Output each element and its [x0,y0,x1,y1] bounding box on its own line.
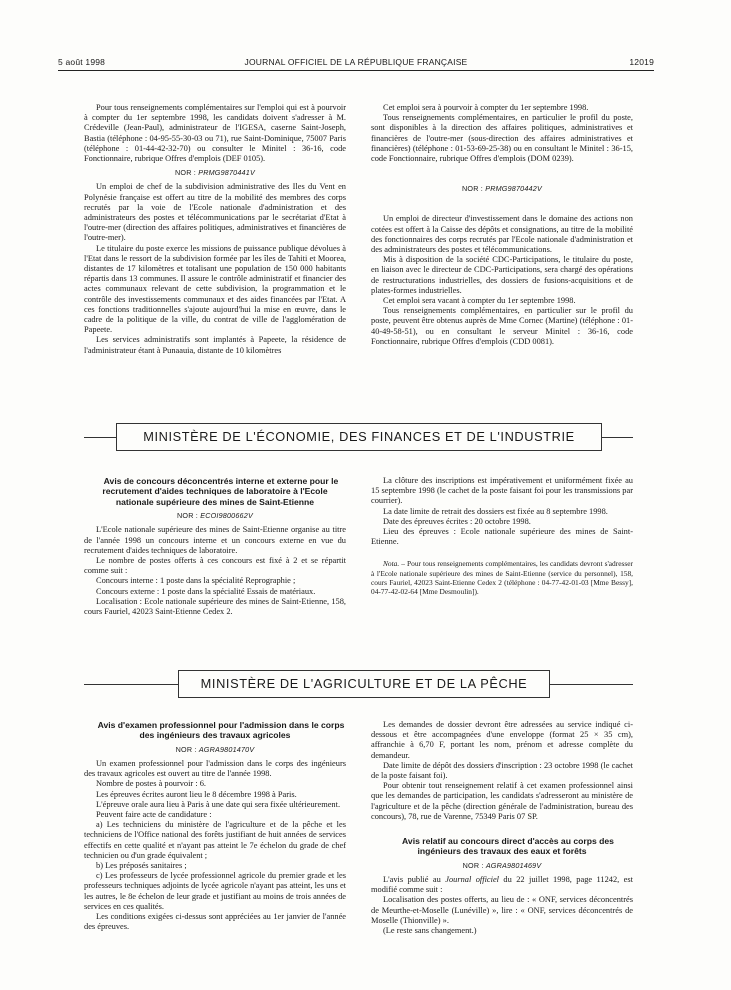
ministry-rule-left [84,684,178,685]
paragraph: Cet emploi sera vacant à compter du 1er septembre 1998. [383,296,576,306]
paragraph: Tous renseignements complémentaires, en particulier le profil du poste, sont disponibles à la direction des affaires politiques, administratives et financières de l'outre-mer (sous-direction des affaires administratives et financières) (téléphone : 01-53-69-25-38) ou en consultant le Minitel : 36-15, code Fonctionnaire, rubrique Offres d'emplois (DOM 0239). [371,113,633,164]
paragraph: Les épreuves écrites auront lieu le 8 décembre 1998 à Paris. [96,789,297,799]
nor-reference: NOR : AGRA9801470V [175,744,255,754]
paragraph: Mis à disposition de la société CDC-Participations, le titulaire du poste, en liaison avec le directeur de CDC-Participations, sera chargé des opérations de restructurations industrielles, des dossiers de fusions-acquisitions et de plates-formes industrielles. [371,255,633,295]
paragraph: Les services administratifs sont implantés à Papeete, la résidence de l'administrateur étant à Punaauia, distante de 10 kilomètres [84,335,346,355]
ministry-rule-right [602,437,633,438]
paragraph: Localisation des postes offerts, au lieu de : « ONF, services déconcentrés de Meurthe-et-Moselle (Lunéville) », lire : « ONF, services déconcentrés de Moselle (Thionville) ». [371,895,633,925]
mid-right-column [371,476,633,597]
paragraph: Nombre de postes à pourvoir : 6. [96,779,207,789]
paragraph: a) Les techniciens du ministère de l'agriculture et de la pêche et les techniciens de l'Office national des forêts justifiant de huit années de services effectifs en cette qualité et n'ayant pas atteint le 7e échelon du grade de chef technicien ou d'un grade équivalent ; [84,820,346,860]
paragraph: Date des épreuves écrites : 20 octobre 1998. [383,516,531,526]
paragraph: Tous renseignements complémentaires, en particulier sur le profil du poste, peuvent être obtenus auprès de Mme Cornec (Martine) (téléphone : 01-40-49-58-51), ou en consultant le serveur Minitel : 36-16, code Fonctionnaire, rubrique Offres d'emplois (CDD 0081). [371,306,633,346]
header-page-number: 12019 [629,57,654,67]
paragraph: Localisation : Ecole nationale supérieure des mines de Saint-Etienne, 158, cours Fauriel, 42023 Saint-Etienne Cedex 2. [84,596,346,617]
header-journal-title: JOURNAL OFFICIEL DE LA RÉPUBLIQUE FRANÇAISE [244,57,468,67]
paragraph: La date limite de retrait des dossiers est fixée au 8 septembre 1998. [383,506,608,516]
paragraph: Un emploi de chef de la subdivision administrative des Iles du Vent en Polynésie française est offert au titre de la mobilité des membres des corps recrutés par la voie de l'Ecole nationale d'administration et des administrateurs des postes et télécommunications par le secrétariat d'Etat à l'outre-mer (direction des affaires politiques, administratives et financières de l'outre-mer). [84,182,346,243]
page-header [58,57,654,71]
nor-reference: NOR : ECOI9800662V [177,511,253,521]
nota-note: Nota. – Pour tous renseignements complémentaires, les candidats devront s'adresser à l'Ecole nationale supérieure des mines de Saint-Etienne (service du personnel), 158, cours Fauriel, 42023 Saint-Etienne Cedex 2 (téléphone : 04-77-42-01-03 [Mme Bessy], 04-77-42-02-64 [Mme Desmoulin]). [371,559,633,597]
top-left-column [84,103,346,356]
paragraph: Le nombre de postes offerts à ces concours est fixé à 2 et se répartit comme suit : [84,556,346,576]
ministry-heading-agriculture: MINISTÈRE DE L'AGRICULTURE ET DE LA PÊCHE [178,670,550,698]
paragraph: Un examen professionnel pour l'admission dans le corps des ingénieurs des travaux agricoles est ouvert au titre de l'année 1998. [84,759,346,779]
paragraph: Date limite de dépôt des dossiers d'inscription : 23 octobre 1998 (le cachet de la poste faisant foi). [371,760,633,781]
paragraph: La clôture des inscriptions est impérativement et uniformément fixée au 15 septembre 1998 (le cachet de la poste faisant foi pour les transmissions par courrier). [371,476,633,506]
notice-title: Avis d'examen professionnel pour l'admission dans le corps des ingénieurs des travaux agricoles [97,720,345,741]
nor-code: ECOI9800662V [200,511,253,521]
paragraph: L'Ecole nationale supérieure des mines de Saint-Etienne organise au titre de l'année 1998 un concours interne et un concours externe en vue du recrutement d'aides techniques de laboratoire. [84,525,346,555]
header-date: 5 août 1998 [58,57,106,67]
nor-reference: NOR : PRMG9870441V [175,168,255,178]
paragraph: Lieu des épreuves : Ecole nationale supérieure des mines de Saint-Etienne. [371,527,633,547]
nor-reference: NOR : PRMG9870442V [462,184,542,194]
paragraph: Le titulaire du poste exerce les missions de puissance publique dévolues à l'Etat dans le ressort de la subdivision formée par les îles de Tahiti et Moorea, distantes de 17 kilomètres et totalisant une population de 150 000 habitants répartis dans 13 communes. Il assure le contrôle administratif et financier des actes communaux relevant de cette subdivision, la programmation et le contrôle des investissements communaux et des aides financées par l'Etat. A ces fonctions traditionnelles s'ajoute aujourd'hui la mise en œuvre, dans le cadre de la politique de la ville, du contrat de ville de l'agglomération de Papeete. [84,243,346,335]
paragraph: b) Les préposés sanitaires ; [96,861,187,871]
paragraph: L'épreuve orale aura lieu à Paris à une date qui sera fixée ultérieurement. [96,799,341,809]
top-right-column [371,103,633,347]
ministry-rule-left [84,437,116,438]
mid-left-column [84,476,346,617]
nota-label: Nota. [383,559,400,569]
paragraph: Cet emploi sera à pourvoir à compter du 1er septembre 1998. [383,103,589,112]
paragraph: Un emploi de directeur d'investissement dans le domaine des actions non cotées est offert à la Caisse des dépôts et consignations, au titre de la mobilité des fonctionnaires des corps recrutés par l'Ecole nationale d'administration et des administrateurs des postes et télécommunications. [371,214,633,255]
ministry-heading-economie: MINISTÈRE DE L'ÉCONOMIE, DES FINANCES ET DE L'INDUSTRIE [116,423,602,451]
ministry-rule-right [550,684,633,685]
paragraph: Peuvent faire acte de candidature : [96,810,212,820]
paragraph: L'avis publié au Journal officiel du 22 juillet 1998, page 11242, est modifié comme suit : [371,875,633,895]
paragraph: c) Les professeurs de lycée professionnel agricole du premier grade et les professeurs techniques adjoints de lycée agricole n'ayant pas atteint, les uns et les autres, le 8e échelon de leur grade et justifiant au moins de trois années de services en ces qualités. [84,871,346,911]
nor-code: AGRA9801469V [485,860,542,870]
bottom-right-column [371,720,633,936]
nor-code: PRMG9870442V [485,184,542,194]
paragraph: Pour obtenir tout renseignement relatif à cet examen professionnel ainsi que les demandes de participation, les candidats s'adresseront au ministère de l'agriculture et de la pêche (direction générale de l'administration, bureau des concours), 78, rue de Varenne, 75349 Paris 07 SP. [371,781,633,821]
paragraph: Les demandes de dossier devront être adressées au service indiqué ci-dessous et être accompagnées d'une enveloppe (format 25 × 35 cm), affranchie à 6,70 F, portant les nom, prénom et adresse complète du demandeur. [371,720,633,760]
paragraph: Concours externe : 1 poste dans la spécialité Essais de matériaux. [96,586,316,596]
paragraph: (Le reste sans changement.) [383,926,477,936]
nor-code: AGRA9801470V [198,744,255,754]
journal-officiel-ref: Journal officiel [445,875,499,885]
nor-code: PRMG9870441V [198,168,255,178]
nor-reference: NOR : AGRA9801469V [462,860,542,870]
paragraph: Pour tous renseignements complémentaires sur l'emploi qui est à pourvoir à compter du 1er septembre 1998, les candidats doivent s'adresser à M. Crédeville (Jean-Paul), administrateur de l'IGESA, caserne Saint-Joseph, Bastia (téléphone : 04-95-55-30-03 ou 71), rue Saint-Dominique, 75007 Paris (téléphone : 01-44-42-32-70) ou consulter le Minitel : 36-16, code Fonctionnaire, rubrique Offres d'emplois (DEF 0105). [84,103,346,164]
bottom-left-column [84,720,346,932]
paragraph: Les conditions exigées ci-dessus sont appréciées au 1er janvier de l'année des épreuves. [84,912,346,932]
notice-title: Avis relatif au concours direct d'accès au corps des ingénieurs des travaux des eaux et forêts [402,836,614,857]
notice-title: Avis de concours déconcentrés interne et externe pour le recrutement d'aides techniques de laboratoire à l'Ecole nationale supérieure des mines de Saint-Etienne [102,476,339,507]
paragraph: Concours interne : 1 poste dans la spécialité Reprographie ; [96,576,296,586]
header-rule [58,70,654,71]
